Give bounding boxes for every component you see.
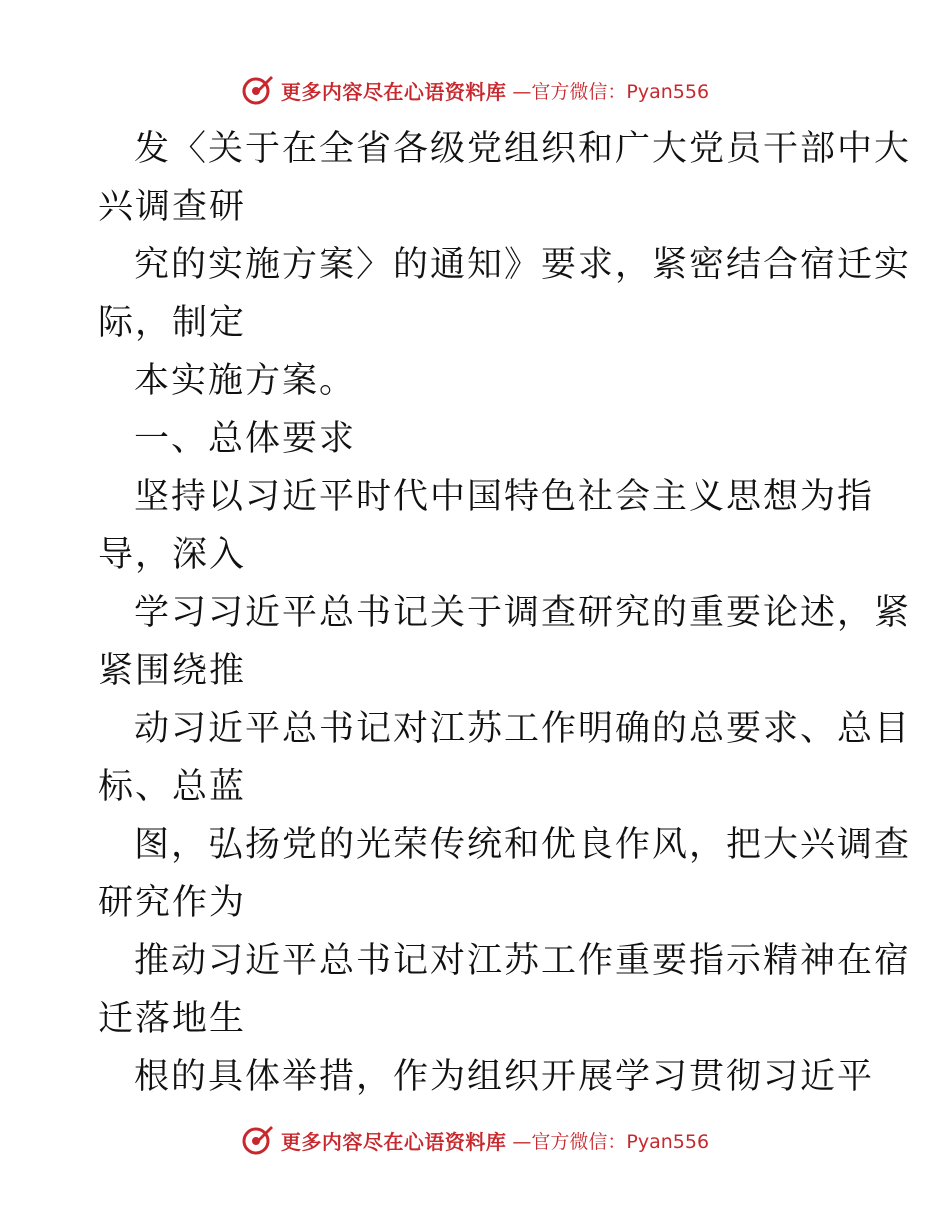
text-line: 学习习近平总书记关于调查研究的重要论述，紧	[134, 593, 912, 633]
text-line: 发〈关于在全省各级党组织和广大党员干部中大	[134, 129, 912, 169]
text-line: 坚持以习近平时代中国特色社会主义思想为指	[134, 477, 875, 517]
document-body	[98, 120, 912, 1106]
text-line: 导，深入	[98, 535, 247, 575]
text-line: 本实施方案。	[134, 361, 357, 401]
text-line: 推动习近平总书记对江苏工作重要指示精神在宿	[134, 941, 912, 981]
banner-wechat: —官方微信：Pyan556	[512, 80, 710, 103]
text-line: 根的具体举措，作为组织开展学习贯彻习近平	[134, 1057, 875, 1097]
text-line: 动习近平总书记对江苏工作明确的总要求、总目	[134, 709, 912, 749]
header-watermark-banner	[0, 70, 950, 110]
text-line: 紧围绕推	[98, 651, 247, 691]
banner-wechat: —官方微信：Pyan556	[512, 1130, 710, 1153]
footer-watermark-banner	[0, 1120, 950, 1160]
text-line: 图，弘扬党的光荣传统和优良作风，把大兴调查	[134, 825, 912, 865]
text-line: 兴调查研	[98, 187, 247, 227]
banner-title: 更多内容尽在心语资料库	[280, 1129, 507, 1154]
text-line: 研究作为	[98, 883, 247, 923]
text-line: 标、总蓝	[98, 767, 247, 807]
pen-logo-icon	[241, 1123, 275, 1157]
text-line: 究的实施方案〉的通知》要求，紧密结合宿迁实	[134, 245, 912, 285]
banner-title: 更多内容尽在心语资料库	[280, 79, 507, 104]
text-line: 际，制定	[98, 303, 247, 343]
text-line: 迁落地生	[98, 999, 247, 1039]
section-heading: 一、总体要求	[134, 419, 357, 459]
pen-logo-icon	[241, 73, 275, 107]
